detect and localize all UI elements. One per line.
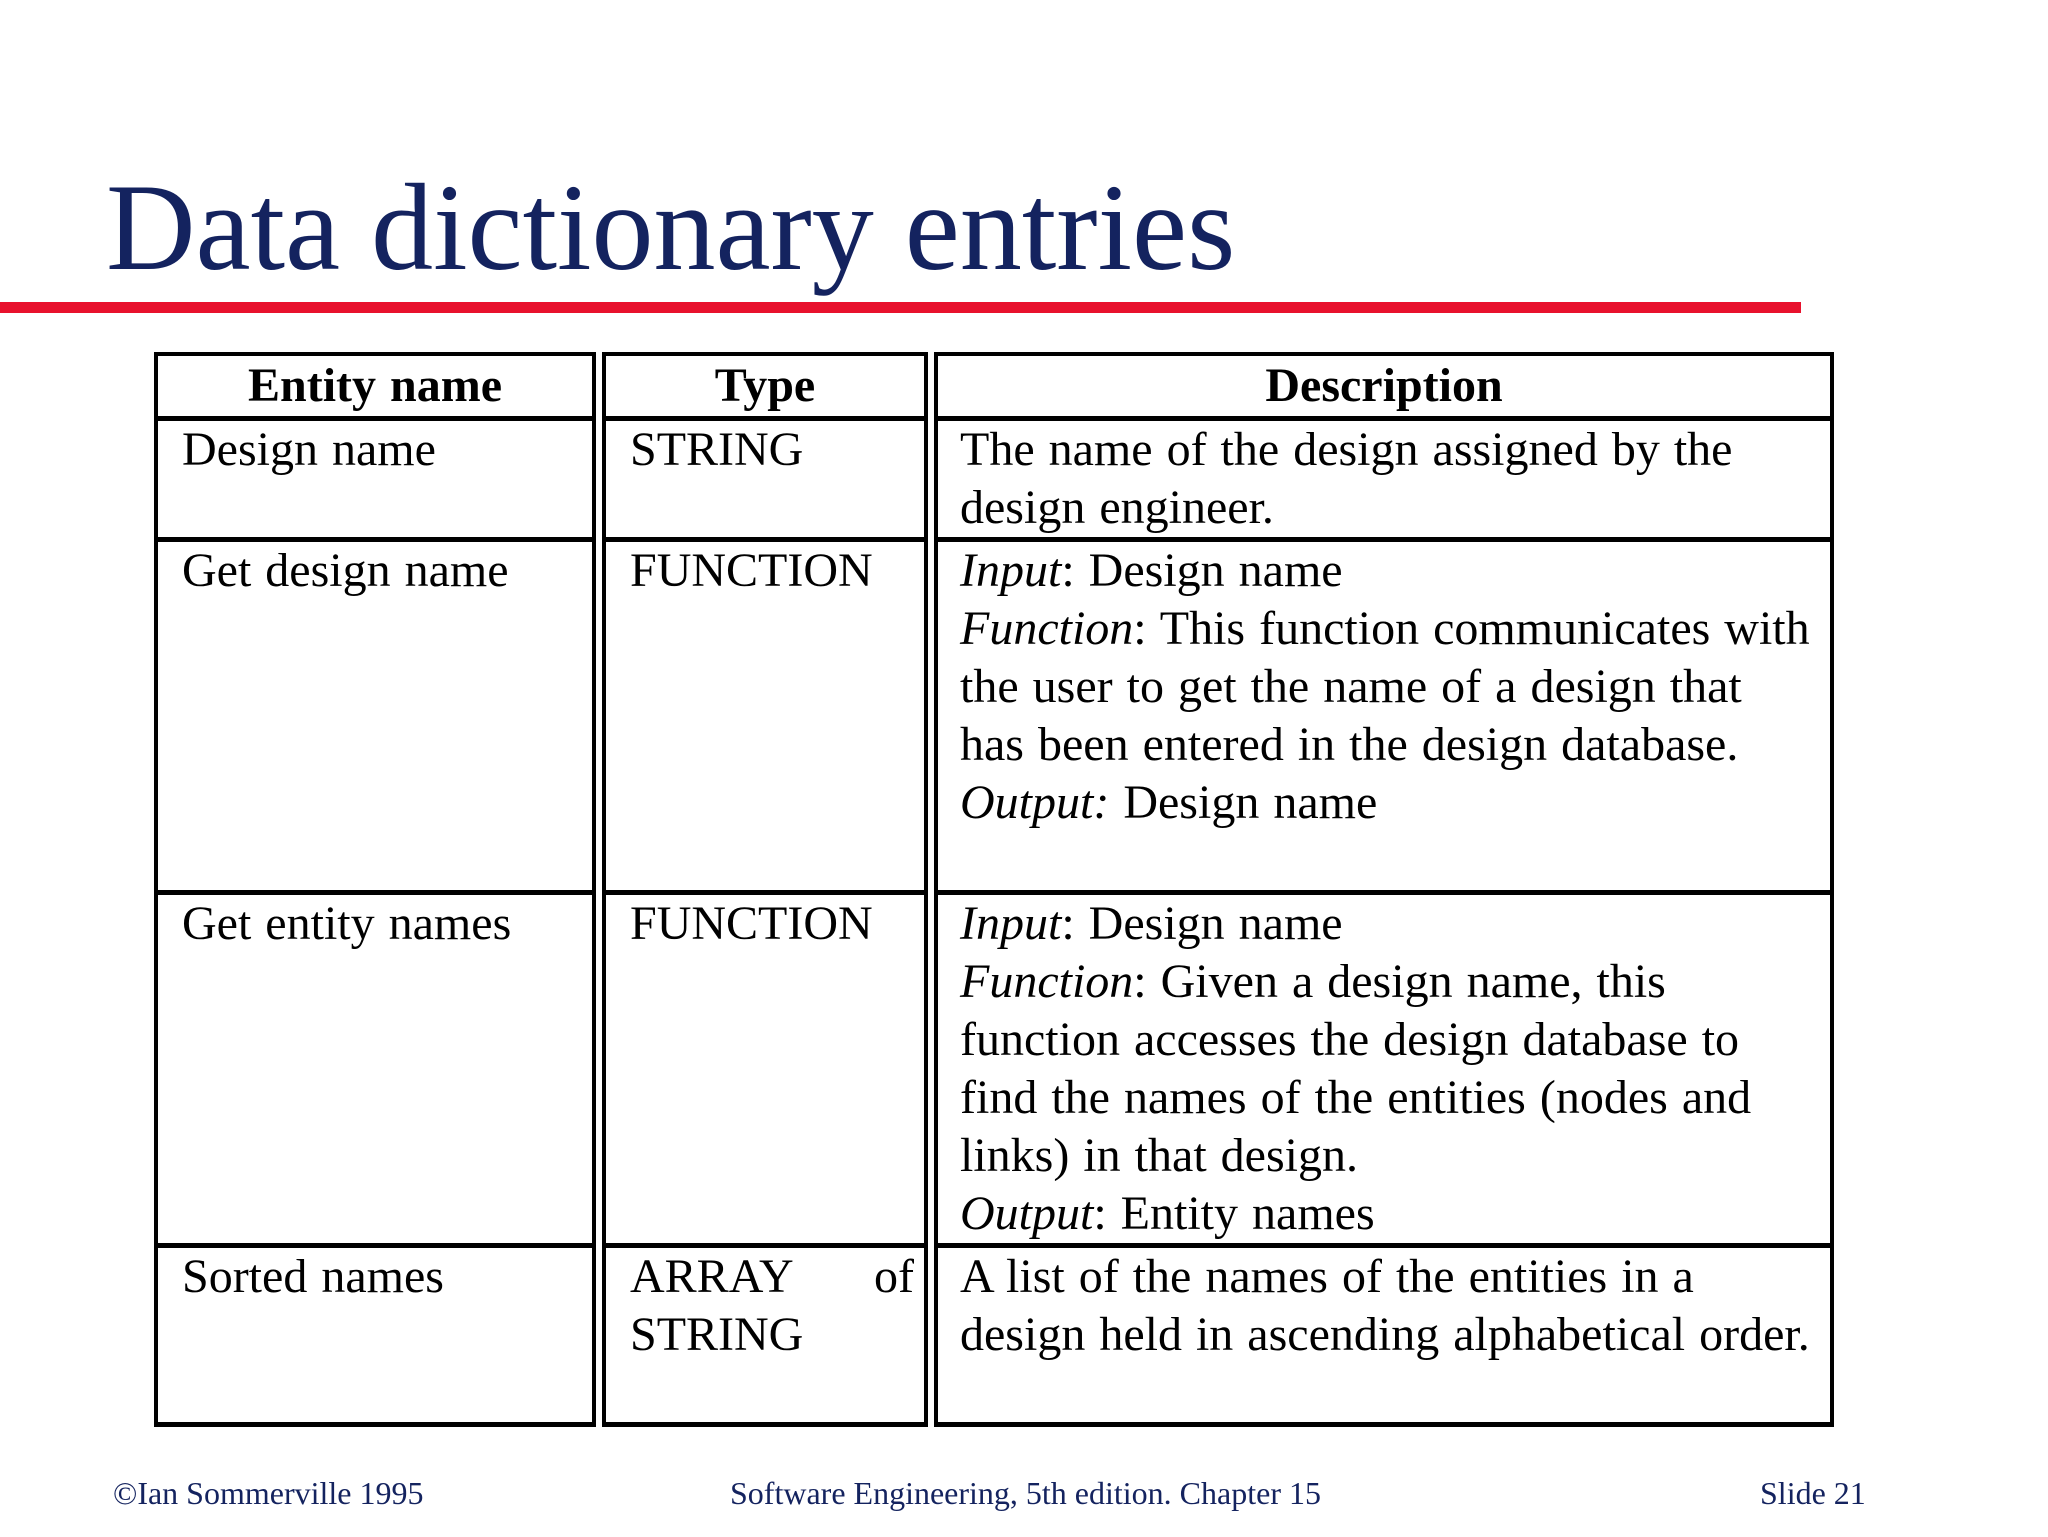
type-cell: [602, 1248, 928, 1427]
output-value: : Entity names: [1093, 1187, 1375, 1240]
entity-cell: Sorted names: [154, 1248, 596, 1427]
table-row: [154, 542, 1834, 895]
title-underline: [0, 302, 1801, 313]
input-value: : Design name: [1061, 544, 1343, 597]
table-row: [154, 421, 1834, 542]
output-line: [960, 774, 1818, 832]
function-label: Function: [960, 955, 1134, 1008]
description-cell: [934, 542, 1834, 895]
footer-book-title: Software Engineering, 5th edition. Chapter 15: [730, 1475, 1321, 1511]
output-label: Output:: [960, 776, 1110, 829]
data-dictionary-table: [148, 352, 1840, 1427]
type-cell: FUNCTION: [602, 895, 928, 1248]
type-cell: STRING: [602, 421, 928, 542]
entity-cell: Get design name: [154, 542, 596, 895]
header-description: Description: [934, 352, 1834, 421]
output-value: Design name: [1109, 776, 1378, 829]
entity-cell: Design name: [154, 421, 596, 542]
header-type: Type: [602, 352, 928, 421]
footer-copyright: ©Ian Sommerville 1995: [113, 1475, 424, 1511]
function-line: [960, 953, 1818, 1185]
description-cell: [934, 895, 1834, 1248]
slide-title: Data dictionary entries: [106, 159, 1236, 296]
description-cell: A list of the names of the entities in a design held in ascending alphabetical order.: [934, 1248, 1834, 1427]
entity-cell: Get entity names: [154, 895, 596, 1248]
type-part: STRING: [630, 1308, 804, 1361]
header-entity-name: Entity name: [154, 352, 596, 421]
type-cell: FUNCTION: [602, 542, 928, 895]
function-line: [960, 600, 1818, 774]
type-part: ARRAY: [630, 1250, 794, 1303]
footer-slide-number: Slide 21: [1760, 1475, 1866, 1511]
function-value: : Given a design name, this function accesses the design database to find the names of the entities (nodes and links) in that design.: [960, 955, 1752, 1182]
input-value: : Design name: [1061, 897, 1343, 950]
input-line: [960, 895, 1818, 953]
function-label: Function: [960, 602, 1134, 655]
output-label: Output: [960, 1187, 1094, 1240]
description-cell: The name of the design assigned by the design engineer.: [934, 421, 1834, 542]
type-part: of: [874, 1250, 914, 1303]
function-value: : This function communicates with the user to get the name of a design that has been entered in the design database.: [960, 602, 1810, 771]
header-row: [154, 352, 1834, 421]
table-row: [154, 1248, 1834, 1427]
table-row: [154, 895, 1834, 1248]
output-line: [960, 1185, 1818, 1243]
input-line: [960, 542, 1818, 600]
input-label: Input: [960, 544, 1062, 597]
input-label: Input: [960, 897, 1062, 950]
